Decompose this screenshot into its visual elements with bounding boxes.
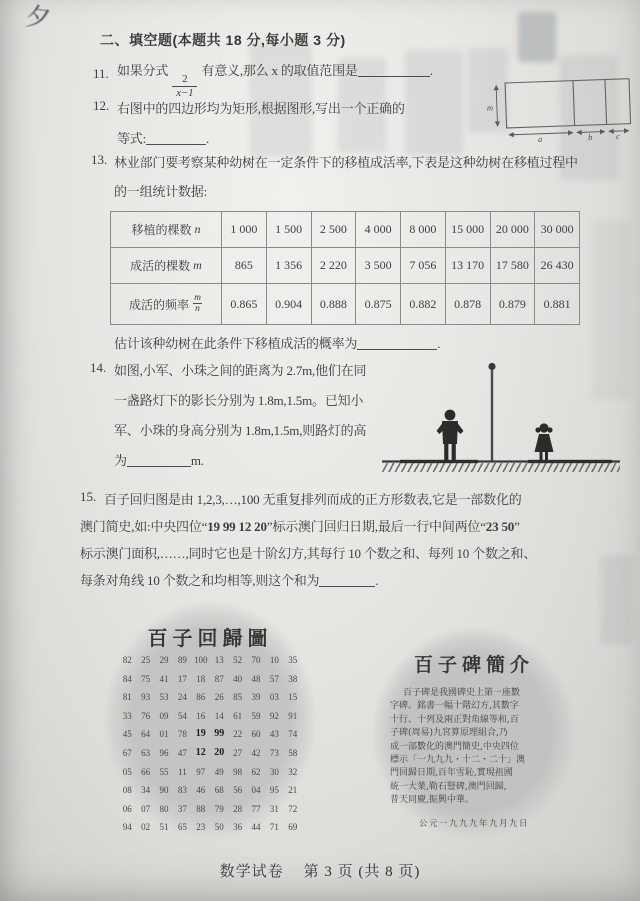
q14-period: . bbox=[200, 453, 204, 468]
grid-number: 71 bbox=[269, 822, 279, 833]
q14-line1: 如图,小军、小珠之间的距离为 2.7m,他们在同 bbox=[114, 363, 367, 378]
grid-number: 64 bbox=[141, 729, 151, 740]
grid-number: 75 bbox=[141, 673, 151, 684]
grid-number: 51 bbox=[159, 822, 169, 833]
q15-return-date-digits: 19 99 12 20 bbox=[207, 519, 267, 534]
table-cell: 13 170 bbox=[446, 248, 491, 283]
grid-number: 87 bbox=[214, 673, 224, 684]
grid-number: 39 bbox=[251, 692, 261, 703]
grid-number: 35 bbox=[288, 655, 298, 665]
table-row bbox=[111, 247, 579, 283]
grid-number: 69 bbox=[288, 822, 298, 833]
table-cell: 0.865 bbox=[222, 284, 267, 324]
table-row bbox=[111, 212, 579, 247]
grid-number: 100 bbox=[194, 655, 208, 665]
grid-number: 46 bbox=[196, 785, 206, 796]
grid-number: 84 bbox=[122, 673, 132, 684]
row-label bbox=[111, 284, 222, 324]
table-cell: 0.888 bbox=[312, 284, 357, 324]
grid-number: 80 bbox=[159, 803, 169, 814]
grid-number: 23 bbox=[196, 822, 206, 833]
grid-number: 04 bbox=[251, 785, 261, 796]
grid-number: 91 bbox=[288, 710, 298, 721]
grid-number: 57 bbox=[269, 673, 279, 684]
grid-number: 13 bbox=[214, 655, 224, 665]
grid-number: 96 bbox=[159, 747, 169, 758]
grid-number: 79 bbox=[214, 803, 224, 814]
table-cell: 17 580 bbox=[491, 248, 536, 283]
grid-number: 33 bbox=[122, 710, 132, 721]
grid-number: 36 bbox=[233, 822, 243, 833]
grid-number: 55 bbox=[159, 766, 169, 777]
q15-line1: 百子回归图是由 1,2,3,…,100 无重复排列而成的正方形数表,它是一部数化的 bbox=[104, 492, 522, 507]
q11-number: 11. bbox=[93, 66, 109, 81]
number-grid-row bbox=[103, 651, 317, 670]
grid-number: 12 bbox=[195, 746, 206, 758]
q15-line2 bbox=[80, 516, 520, 535]
grid-number: 53 bbox=[159, 692, 169, 703]
grid-number: 44 bbox=[251, 822, 261, 833]
table-cell: 3 500 bbox=[356, 248, 401, 283]
lamp-bulb bbox=[488, 363, 495, 370]
q12-line2 bbox=[117, 128, 209, 147]
grid-number: 90 bbox=[159, 785, 169, 796]
grid-number: 74 bbox=[288, 729, 298, 740]
table-cell: 1 500 bbox=[267, 212, 312, 247]
q15-line4 bbox=[80, 570, 378, 589]
q13-estimate bbox=[114, 333, 440, 352]
q11-text-pre: 如果分式 bbox=[117, 63, 169, 78]
grid-number: 63 bbox=[141, 747, 151, 758]
q14-line2: 一盏路灯下的影长分别为 1.8m,1.5m。已知小 bbox=[114, 393, 364, 408]
q15-line2-pre: 澳门简史,如:中央四位“ bbox=[80, 519, 208, 534]
grid-number: 89 bbox=[177, 655, 187, 665]
q15-line2-mid: ”标示澳门回归日期,最后一行中间两位“ bbox=[266, 519, 486, 534]
table-cell: 20 000 bbox=[491, 212, 536, 247]
grid-number: 01 bbox=[159, 729, 169, 740]
grid-number: 86 bbox=[196, 692, 206, 703]
row-label bbox=[111, 248, 222, 283]
section-title: 二、填空题(本题共 18 分,每小题 3 分) bbox=[100, 32, 346, 48]
number-grid-row bbox=[103, 707, 317, 726]
q12-number: 12. bbox=[93, 98, 110, 113]
grid-number: 62 bbox=[251, 766, 261, 777]
q14-line4 bbox=[114, 450, 204, 469]
height-label: m bbox=[486, 102, 494, 113]
number-grid-row bbox=[103, 670, 317, 689]
row-label bbox=[111, 212, 222, 247]
q13-number: 13. bbox=[91, 152, 108, 167]
answer-blank bbox=[127, 453, 191, 467]
table-cell: 2 220 bbox=[312, 248, 357, 283]
table-cell: 26 430 bbox=[540, 258, 574, 272]
grid-number: 81 bbox=[122, 692, 132, 703]
table-cell: 2 500 bbox=[312, 212, 357, 247]
grid-number: 68 bbox=[214, 785, 224, 796]
grid-number: 88 bbox=[196, 803, 206, 814]
table-cell: 0.879 bbox=[491, 284, 536, 324]
q12-period: . bbox=[206, 131, 210, 146]
row-label-text: 成活的棵数 bbox=[130, 259, 191, 273]
table-row bbox=[111, 283, 579, 324]
q14-line4-pre: 为 bbox=[114, 453, 127, 468]
grid-number: 61 bbox=[233, 710, 243, 721]
q13-estimate-text: 估计该种幼树在此条件下移植成活的概率为 bbox=[114, 336, 358, 351]
grid-number: 34 bbox=[141, 785, 151, 796]
q14-lamp-figure bbox=[378, 357, 625, 475]
q14-number: 14. bbox=[90, 360, 107, 375]
grid-number: 16 bbox=[196, 710, 206, 721]
inscription-line: 門回歸日期,百年雪恥,實現祖國 bbox=[390, 768, 513, 779]
q15-line2-post: ” bbox=[514, 519, 520, 534]
width-label-b: b bbox=[587, 131, 593, 143]
table-cell: 1 000 bbox=[222, 212, 267, 247]
grid-number: 52 bbox=[233, 655, 243, 665]
fraction-denominator: n bbox=[195, 304, 200, 314]
number-grid-row bbox=[103, 800, 317, 819]
grid-number: 76 bbox=[141, 710, 151, 721]
grid-number: 25 bbox=[141, 655, 151, 665]
grid-number: 20 bbox=[214, 746, 225, 758]
number-grid-row bbox=[103, 818, 317, 837]
grid-number: 92 bbox=[269, 710, 279, 721]
q11-text bbox=[117, 60, 433, 99]
grid-number: 95 bbox=[269, 785, 279, 796]
bleed-through-mark bbox=[518, 12, 556, 62]
left-circle-title: 百子回歸圖 bbox=[147, 626, 273, 650]
grid-number: 15 bbox=[288, 692, 298, 703]
number-grid-row bbox=[103, 688, 317, 707]
grid-number: 40 bbox=[233, 673, 243, 684]
grid-number: 19 bbox=[195, 728, 206, 740]
grid-number: 21 bbox=[288, 785, 298, 796]
grid-number: 41 bbox=[159, 673, 169, 684]
q14-line3: 军、小珠的身高分别为 1.8m,1.5m,则路灯的高 bbox=[114, 423, 367, 438]
grid-number: 49 bbox=[214, 766, 224, 777]
grid-number: 28 bbox=[233, 803, 243, 814]
page-footer bbox=[0, 860, 640, 881]
width-label-c: c bbox=[615, 131, 620, 142]
grid-number: 11 bbox=[178, 766, 187, 777]
inscription-line: 子碑(周易)九宮算原理組合,乃 bbox=[390, 728, 508, 739]
table-cell: 15 000 bbox=[446, 212, 491, 247]
exam-title: 数学试卷 bbox=[219, 864, 284, 880]
inscription-line: 百子碑是我國碑史上第一座數 bbox=[403, 688, 521, 698]
q11-period: . bbox=[429, 63, 433, 78]
number-grid-row bbox=[103, 744, 317, 763]
grid-number: 50 bbox=[214, 822, 224, 833]
page-info: 第 3 页 (共 8 页) bbox=[303, 864, 421, 880]
grid-number: 43 bbox=[269, 729, 279, 740]
table-cell: 30 000 bbox=[540, 222, 574, 236]
q14-line4-unit: m bbox=[190, 453, 201, 468]
number-grid-row bbox=[103, 725, 317, 744]
grid-number: 66 bbox=[141, 766, 151, 777]
answer-blank bbox=[146, 131, 206, 145]
q13-line1: 林业部门要考察某种幼树在一定条件下的移植成活率,下表是这种幼树在移植过程中 bbox=[114, 155, 578, 170]
page-corner-mark: 夕 bbox=[23, 1, 53, 34]
grid-number: 72 bbox=[288, 803, 298, 814]
width-label-a: a bbox=[537, 133, 543, 144]
grid-number: 77 bbox=[251, 803, 261, 814]
grid-number: 60 bbox=[251, 729, 261, 740]
grid-number: 45 bbox=[122, 729, 132, 740]
q13-period: . bbox=[437, 336, 441, 351]
grid-number: 22 bbox=[233, 729, 243, 740]
grid-number: 27 bbox=[233, 747, 243, 758]
grid-number: 73 bbox=[269, 747, 279, 758]
grid-number: 65 bbox=[177, 822, 187, 833]
inscription-date: 公元一九九九年九月九日 bbox=[418, 819, 529, 829]
row-cells bbox=[222, 212, 579, 247]
grid-number: 10 bbox=[269, 655, 279, 665]
fraction-denominator: x−1 bbox=[172, 86, 197, 99]
statistics-table bbox=[110, 211, 580, 325]
q15-line4-text: 每条对角线 10 个数之和均相等,则这个和为 bbox=[80, 573, 320, 588]
row-label-fraction bbox=[192, 294, 203, 315]
grid-number: 83 bbox=[177, 785, 187, 796]
answer-blank bbox=[319, 573, 375, 587]
inscription-line: 普天同慶,振興中華。 bbox=[390, 795, 474, 806]
q11-text-post: 有意义,那么 x 的取值范围是 bbox=[201, 63, 358, 78]
grid-number: 99 bbox=[214, 728, 225, 740]
ground-hatching bbox=[382, 463, 620, 472]
right-circle-title: 百子碑簡介 bbox=[413, 654, 534, 676]
grid-number: 37 bbox=[177, 803, 187, 814]
table-cell: 0.878 bbox=[446, 284, 491, 324]
grid-number: 70 bbox=[251, 655, 261, 665]
grid-number: 94 bbox=[122, 822, 132, 833]
inscription-text bbox=[390, 687, 560, 808]
inscription-line: 統一大業,勒石豎碑,澳門回歸, bbox=[390, 781, 507, 792]
grid-number: 17 bbox=[177, 673, 187, 684]
table-cell: 8 000 bbox=[401, 212, 446, 247]
grid-number: 47 bbox=[177, 747, 187, 758]
grid-number: 54 bbox=[177, 710, 187, 721]
q15-period: . bbox=[375, 573, 379, 588]
inscription-line: 字碑。銘書一幅十階幻方,其數字 bbox=[390, 701, 519, 712]
rectangle-diagram bbox=[485, 73, 639, 144]
lamp-and-people-diagram bbox=[378, 357, 625, 475]
grid-number: 03 bbox=[269, 692, 279, 703]
grid-number: 56 bbox=[233, 785, 243, 796]
table-cell: 4 000 bbox=[356, 212, 401, 247]
row-label-text: 移植的棵数 bbox=[131, 223, 192, 237]
man-silhouette bbox=[437, 410, 464, 461]
table-cell: 1 356 bbox=[267, 248, 312, 283]
q12-rectangle-figure bbox=[485, 73, 639, 144]
number-grid bbox=[103, 651, 317, 837]
answer-blank bbox=[357, 336, 437, 350]
grid-number: 67 bbox=[122, 747, 132, 758]
q11-fraction bbox=[172, 74, 197, 99]
inscription-line: 成一部數化的澳門簡史,中央四位 bbox=[390, 741, 519, 752]
inscription-line: 標示「一九九九・十二・二十」澳 bbox=[390, 755, 526, 766]
grid-number: 26 bbox=[214, 692, 224, 703]
grid-number: 48 bbox=[251, 673, 261, 684]
grid-number: 98 bbox=[233, 766, 243, 777]
grid-number: 58 bbox=[288, 747, 298, 758]
answer-blank bbox=[358, 63, 430, 77]
grid-number: 31 bbox=[269, 803, 279, 814]
grid-number: 93 bbox=[141, 692, 151, 703]
grid-number: 30 bbox=[269, 766, 279, 777]
grid-number: 08 bbox=[122, 785, 132, 796]
q15-line3: 标示澳门面积,……,同时它也是十阶幻方,其每行 10 个数之和、每列 10 个数之和、 bbox=[80, 546, 537, 561]
q15-area-digits: 23 50 bbox=[485, 519, 515, 534]
row-label-var: m bbox=[193, 258, 202, 272]
grid-number: 14 bbox=[214, 710, 224, 721]
grid-number: 78 bbox=[177, 729, 187, 740]
table-cell: 0.875 bbox=[356, 284, 401, 324]
row-cells bbox=[222, 284, 579, 324]
grid-number: 24 bbox=[177, 692, 187, 703]
table-cell: 865 bbox=[222, 248, 267, 283]
row-label-text: 成活的频率 bbox=[129, 297, 190, 312]
q15-number: 15. bbox=[80, 489, 97, 504]
grid-number: 38 bbox=[288, 673, 298, 684]
grid-number: 02 bbox=[141, 822, 151, 833]
inscription-line: 十行、十列及兩正對角線等和,百 bbox=[390, 714, 519, 725]
table-cell: 0.882 bbox=[401, 284, 446, 324]
girl-silhouette bbox=[535, 423, 554, 461]
grid-number: 32 bbox=[288, 766, 298, 777]
number-grid-row bbox=[103, 763, 317, 782]
fraction-numerator: 2 bbox=[182, 73, 188, 85]
stele-intro-circle bbox=[371, 626, 577, 840]
bleed-through-mark bbox=[600, 555, 634, 645]
row-cells bbox=[222, 248, 579, 283]
grid-number: 07 bbox=[141, 803, 151, 814]
grid-number: 09 bbox=[159, 710, 169, 721]
grid-number: 85 bbox=[233, 692, 243, 703]
grid-number: 59 bbox=[251, 710, 261, 721]
grid-number: 18 bbox=[196, 673, 206, 684]
q13-line2: 的一组统计数据: bbox=[114, 184, 208, 199]
number-grid-row bbox=[103, 781, 317, 800]
grid-number: 82 bbox=[122, 655, 132, 665]
grid-number: 29 bbox=[159, 655, 169, 665]
fraction-numerator: m bbox=[194, 292, 201, 303]
grid-number: 06 bbox=[122, 803, 132, 814]
q12-line2-label: 等式: bbox=[117, 131, 147, 146]
table-cell: 0.904 bbox=[267, 284, 312, 324]
table-cell: 0.881 bbox=[543, 296, 571, 311]
grid-number: 97 bbox=[196, 766, 206, 777]
grid-number: 05 bbox=[122, 766, 132, 777]
grid-number: 42 bbox=[251, 747, 261, 758]
table-cell: 7 056 bbox=[401, 248, 446, 283]
hundred-number-chart-circle bbox=[103, 600, 317, 840]
row-label-var: n bbox=[194, 222, 201, 236]
q12-line1: 右图中的四边形均为矩形,根据图形,写出一个正确的 bbox=[117, 101, 405, 116]
